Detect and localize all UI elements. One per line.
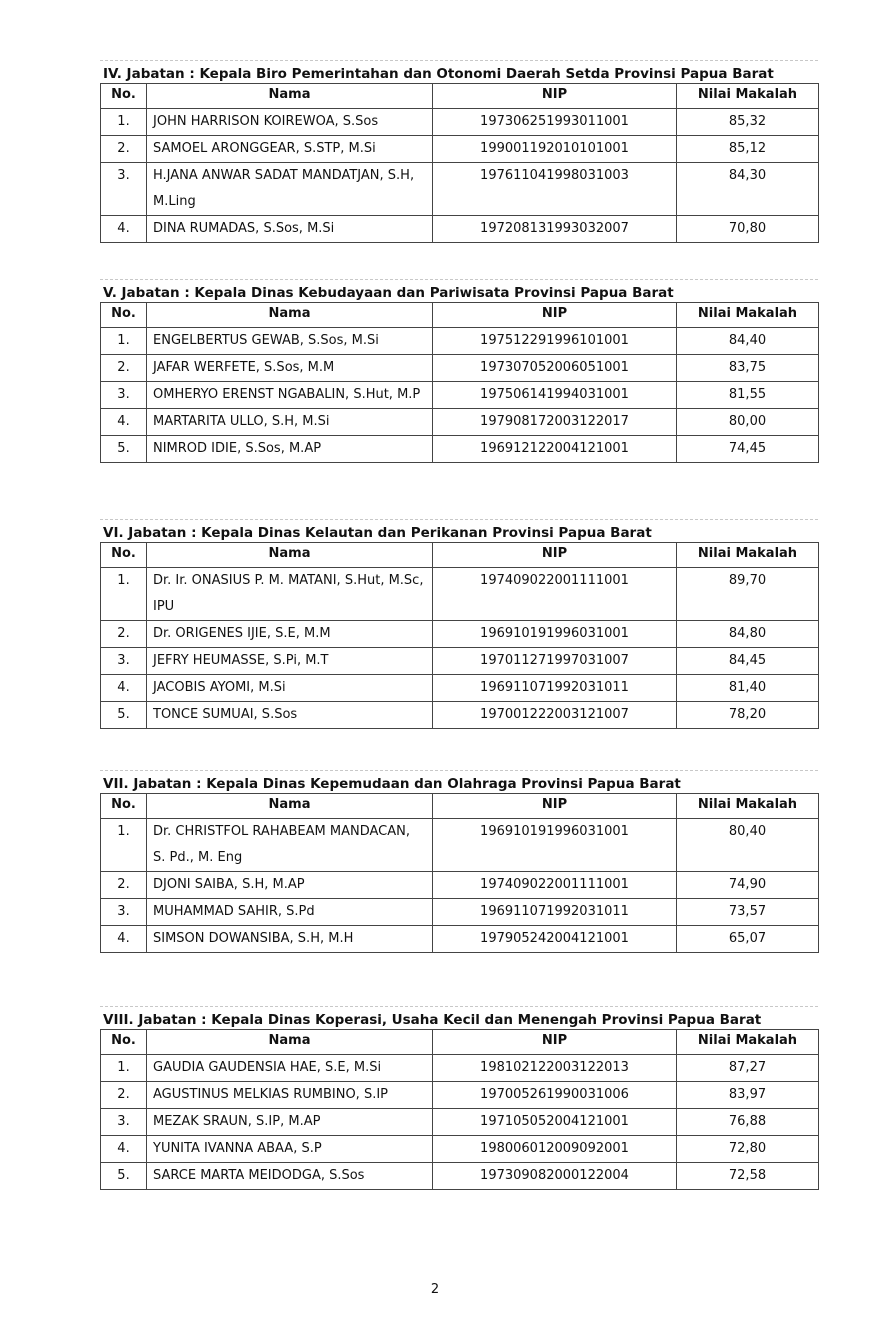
table-row bbox=[101, 409, 819, 436]
paper-score: 74,90 bbox=[677, 872, 819, 899]
candidate-name: JEFRY HEUMASSE, S.Pi, M.T bbox=[147, 648, 433, 675]
row-number: 1. bbox=[101, 328, 147, 355]
candidate-name: JOHN HARRISON KOIREWOA, S.Sos bbox=[147, 109, 433, 136]
candidate-nip: 197908172003122017 bbox=[433, 409, 677, 436]
candidate-name: SIMSON DOWANSIBA, S.H, M.H bbox=[147, 926, 433, 953]
position-section bbox=[100, 60, 818, 243]
row-number: 1. bbox=[101, 1055, 147, 1082]
candidate-name: YUNITA IVANNA ABAA, S.P bbox=[147, 1136, 433, 1163]
position-section bbox=[100, 519, 818, 729]
paper-score: 85,32 bbox=[677, 109, 819, 136]
candidate-nip: 197409022001111001 bbox=[433, 568, 677, 621]
candidate-name: ENGELBERTUS GEWAB, S.Sos, M.Si bbox=[147, 328, 433, 355]
table-row bbox=[101, 109, 819, 136]
table-row bbox=[101, 1163, 819, 1190]
table-header-row bbox=[101, 543, 819, 568]
candidate-name: OMHERYO ERENST NGABALIN, S.Hut, M.P bbox=[147, 382, 433, 409]
row-number: 3. bbox=[101, 1109, 147, 1136]
table-row bbox=[101, 675, 819, 702]
table-header-row bbox=[101, 84, 819, 109]
candidate-name: MEZAK SRAUN, S.IP, M.AP bbox=[147, 1109, 433, 1136]
table-header-row bbox=[101, 794, 819, 819]
paper-score: 72,58 bbox=[677, 1163, 819, 1190]
paper-score: 76,88 bbox=[677, 1109, 819, 1136]
header-no: No. bbox=[101, 543, 147, 568]
candidate-nip: 197611041998031003 bbox=[433, 163, 677, 216]
table-row bbox=[101, 163, 819, 216]
header-nip: NIP bbox=[433, 794, 677, 819]
candidate-nip: 196912122004121001 bbox=[433, 436, 677, 463]
row-number: 5. bbox=[101, 436, 147, 463]
section-title: VI. Jabatan : Kepala Dinas Kelautan dan Perikanan Provinsi Papua Barat bbox=[100, 519, 818, 542]
row-number: 2. bbox=[101, 621, 147, 648]
table-row bbox=[101, 436, 819, 463]
paper-score: 85,12 bbox=[677, 136, 819, 163]
row-number: 5. bbox=[101, 702, 147, 729]
header-no: No. bbox=[101, 794, 147, 819]
header-nip: NIP bbox=[433, 303, 677, 328]
paper-score: 84,30 bbox=[677, 163, 819, 216]
candidate-name: GAUDIA GAUDENSIA HAE, S.E, M.Si bbox=[147, 1055, 433, 1082]
paper-score: 83,97 bbox=[677, 1082, 819, 1109]
candidate-nip: 198102122003122013 bbox=[433, 1055, 677, 1082]
candidate-table bbox=[100, 793, 819, 953]
paper-score: 81,55 bbox=[677, 382, 819, 409]
position-section bbox=[100, 770, 818, 953]
header-nama: Nama bbox=[147, 303, 433, 328]
candidate-name: TONCE SUMUAI, S.Sos bbox=[147, 702, 433, 729]
header-nip: NIP bbox=[433, 543, 677, 568]
table-row bbox=[101, 568, 819, 621]
candidate-nip: 197309082000122004 bbox=[433, 1163, 677, 1190]
candidate-nip: 197307052006051001 bbox=[433, 355, 677, 382]
candidate-table bbox=[100, 302, 819, 463]
row-number: 3. bbox=[101, 382, 147, 409]
candidate-nip: 197005261990031006 bbox=[433, 1082, 677, 1109]
paper-score: 74,45 bbox=[677, 436, 819, 463]
candidate-nip: 197105052004121001 bbox=[433, 1109, 677, 1136]
header-nama: Nama bbox=[147, 84, 433, 109]
paper-score: 65,07 bbox=[677, 926, 819, 953]
paper-score: 70,80 bbox=[677, 216, 819, 243]
table-row bbox=[101, 899, 819, 926]
candidate-nip: 197905242004121001 bbox=[433, 926, 677, 953]
table-row bbox=[101, 648, 819, 675]
table-row bbox=[101, 1082, 819, 1109]
candidate-nip: 196911071992031011 bbox=[433, 675, 677, 702]
candidate-name: DINA RUMADAS, S.Sos, M.Si bbox=[147, 216, 433, 243]
table-row bbox=[101, 136, 819, 163]
table-row bbox=[101, 1109, 819, 1136]
candidate-name: NIMROD IDIE, S.Sos, M.AP bbox=[147, 436, 433, 463]
candidate-nip: 197512291996101001 bbox=[433, 328, 677, 355]
candidate-nip: 198006012009092001 bbox=[433, 1136, 677, 1163]
header-nip: NIP bbox=[433, 84, 677, 109]
candidate-nip: 196910191996031001 bbox=[433, 819, 677, 872]
row-number: 1. bbox=[101, 568, 147, 621]
row-number: 2. bbox=[101, 1082, 147, 1109]
candidate-nip: 197001222003121007 bbox=[433, 702, 677, 729]
candidate-nip: 197208131993032007 bbox=[433, 216, 677, 243]
header-nilai: Nilai Makalah bbox=[677, 1030, 819, 1055]
paper-score: 84,80 bbox=[677, 621, 819, 648]
row-number: 3. bbox=[101, 163, 147, 216]
candidate-name: MARTARITA ULLO, S.H, M.Si bbox=[147, 409, 433, 436]
header-nama: Nama bbox=[147, 543, 433, 568]
row-number: 2. bbox=[101, 136, 147, 163]
paper-score: 83,75 bbox=[677, 355, 819, 382]
header-nama: Nama bbox=[147, 794, 433, 819]
table-header-row bbox=[101, 303, 819, 328]
candidate-name: Dr. CHRISTFOL RAHABEAM MANDACAN, S. Pd., M. Eng bbox=[147, 819, 433, 872]
row-number: 4. bbox=[101, 675, 147, 702]
paper-score: 87,27 bbox=[677, 1055, 819, 1082]
paper-score: 84,40 bbox=[677, 328, 819, 355]
paper-score: 89,70 bbox=[677, 568, 819, 621]
header-nilai: Nilai Makalah bbox=[677, 794, 819, 819]
section-title: VIII. Jabatan : Kepala Dinas Koperasi, Usaha Kecil dan Menengah Provinsi Papua Barat bbox=[100, 1006, 818, 1029]
candidate-name: SARCE MARTA MEIDODGA, S.Sos bbox=[147, 1163, 433, 1190]
candidate-table bbox=[100, 542, 819, 729]
row-number: 3. bbox=[101, 648, 147, 675]
candidate-name: MUHAMMAD SAHIR, S.Pd bbox=[147, 899, 433, 926]
row-number: 1. bbox=[101, 109, 147, 136]
position-section bbox=[100, 1006, 818, 1190]
row-number: 2. bbox=[101, 872, 147, 899]
paper-score: 80,00 bbox=[677, 409, 819, 436]
candidate-name: DJONI SAIBA, S.H, M.AP bbox=[147, 872, 433, 899]
section-title: VII. Jabatan : Kepala Dinas Kepemudaan dan Olahraga Provinsi Papua Barat bbox=[100, 770, 818, 793]
candidate-name: H.JANA ANWAR SADAT MANDATJAN, S.H, M.Ling bbox=[147, 163, 433, 216]
row-number: 2. bbox=[101, 355, 147, 382]
table-row bbox=[101, 328, 819, 355]
table-row bbox=[101, 621, 819, 648]
section-title: IV. Jabatan : Kepala Biro Pemerintahan dan Otonomi Daerah Setda Provinsi Papua Barat bbox=[100, 60, 818, 83]
header-no: No. bbox=[101, 303, 147, 328]
candidate-name: Dr. ORIGENES IJIE, S.E, M.M bbox=[147, 621, 433, 648]
candidate-nip: 197306251993011001 bbox=[433, 109, 677, 136]
header-no: No. bbox=[101, 1030, 147, 1055]
candidate-nip: 199001192010101001 bbox=[433, 136, 677, 163]
header-nilai: Nilai Makalah bbox=[677, 543, 819, 568]
position-section bbox=[100, 279, 818, 463]
table-row bbox=[101, 926, 819, 953]
header-nip: NIP bbox=[433, 1030, 677, 1055]
row-number: 1. bbox=[101, 819, 147, 872]
table-row bbox=[101, 382, 819, 409]
table-row bbox=[101, 1055, 819, 1082]
table-row bbox=[101, 216, 819, 243]
table-row bbox=[101, 872, 819, 899]
paper-score: 72,80 bbox=[677, 1136, 819, 1163]
candidate-name: AGUSTINUS MELKIAS RUMBINO, S.IP bbox=[147, 1082, 433, 1109]
table-row bbox=[101, 1136, 819, 1163]
candidate-name: JACOBIS AYOMI, M.Si bbox=[147, 675, 433, 702]
header-nilai: Nilai Makalah bbox=[677, 303, 819, 328]
table-row bbox=[101, 355, 819, 382]
table-row bbox=[101, 702, 819, 729]
candidate-nip: 196910191996031001 bbox=[433, 621, 677, 648]
row-number: 4. bbox=[101, 216, 147, 243]
header-nilai: Nilai Makalah bbox=[677, 84, 819, 109]
candidate-name: Dr. Ir. ONASIUS P. M. MATANI, S.Hut, M.Sc, IPU bbox=[147, 568, 433, 621]
candidate-nip: 197011271997031007 bbox=[433, 648, 677, 675]
candidate-nip: 197506141994031001 bbox=[433, 382, 677, 409]
paper-score: 81,40 bbox=[677, 675, 819, 702]
paper-score: 73,57 bbox=[677, 899, 819, 926]
row-number: 5. bbox=[101, 1163, 147, 1190]
candidate-nip: 196911071992031011 bbox=[433, 899, 677, 926]
row-number: 4. bbox=[101, 1136, 147, 1163]
paper-score: 84,45 bbox=[677, 648, 819, 675]
row-number: 4. bbox=[101, 409, 147, 436]
candidate-nip: 197409022001111001 bbox=[433, 872, 677, 899]
paper-score: 78,20 bbox=[677, 702, 819, 729]
header-nama: Nama bbox=[147, 1030, 433, 1055]
row-number: 3. bbox=[101, 899, 147, 926]
paper-score: 80,40 bbox=[677, 819, 819, 872]
candidate-name: JAFAR WERFETE, S.Sos, M.M bbox=[147, 355, 433, 382]
row-number: 4. bbox=[101, 926, 147, 953]
table-header-row bbox=[101, 1030, 819, 1055]
candidate-table bbox=[100, 83, 819, 243]
candidate-name: SAMOEL ARONGGEAR, S.STP, M.Si bbox=[147, 136, 433, 163]
page-number: 2 bbox=[430, 1282, 440, 1297]
header-no: No. bbox=[101, 84, 147, 109]
candidate-table bbox=[100, 1029, 819, 1190]
section-title: V. Jabatan : Kepala Dinas Kebudayaan dan Pariwisata Provinsi Papua Barat bbox=[100, 279, 818, 302]
table-row bbox=[101, 819, 819, 872]
